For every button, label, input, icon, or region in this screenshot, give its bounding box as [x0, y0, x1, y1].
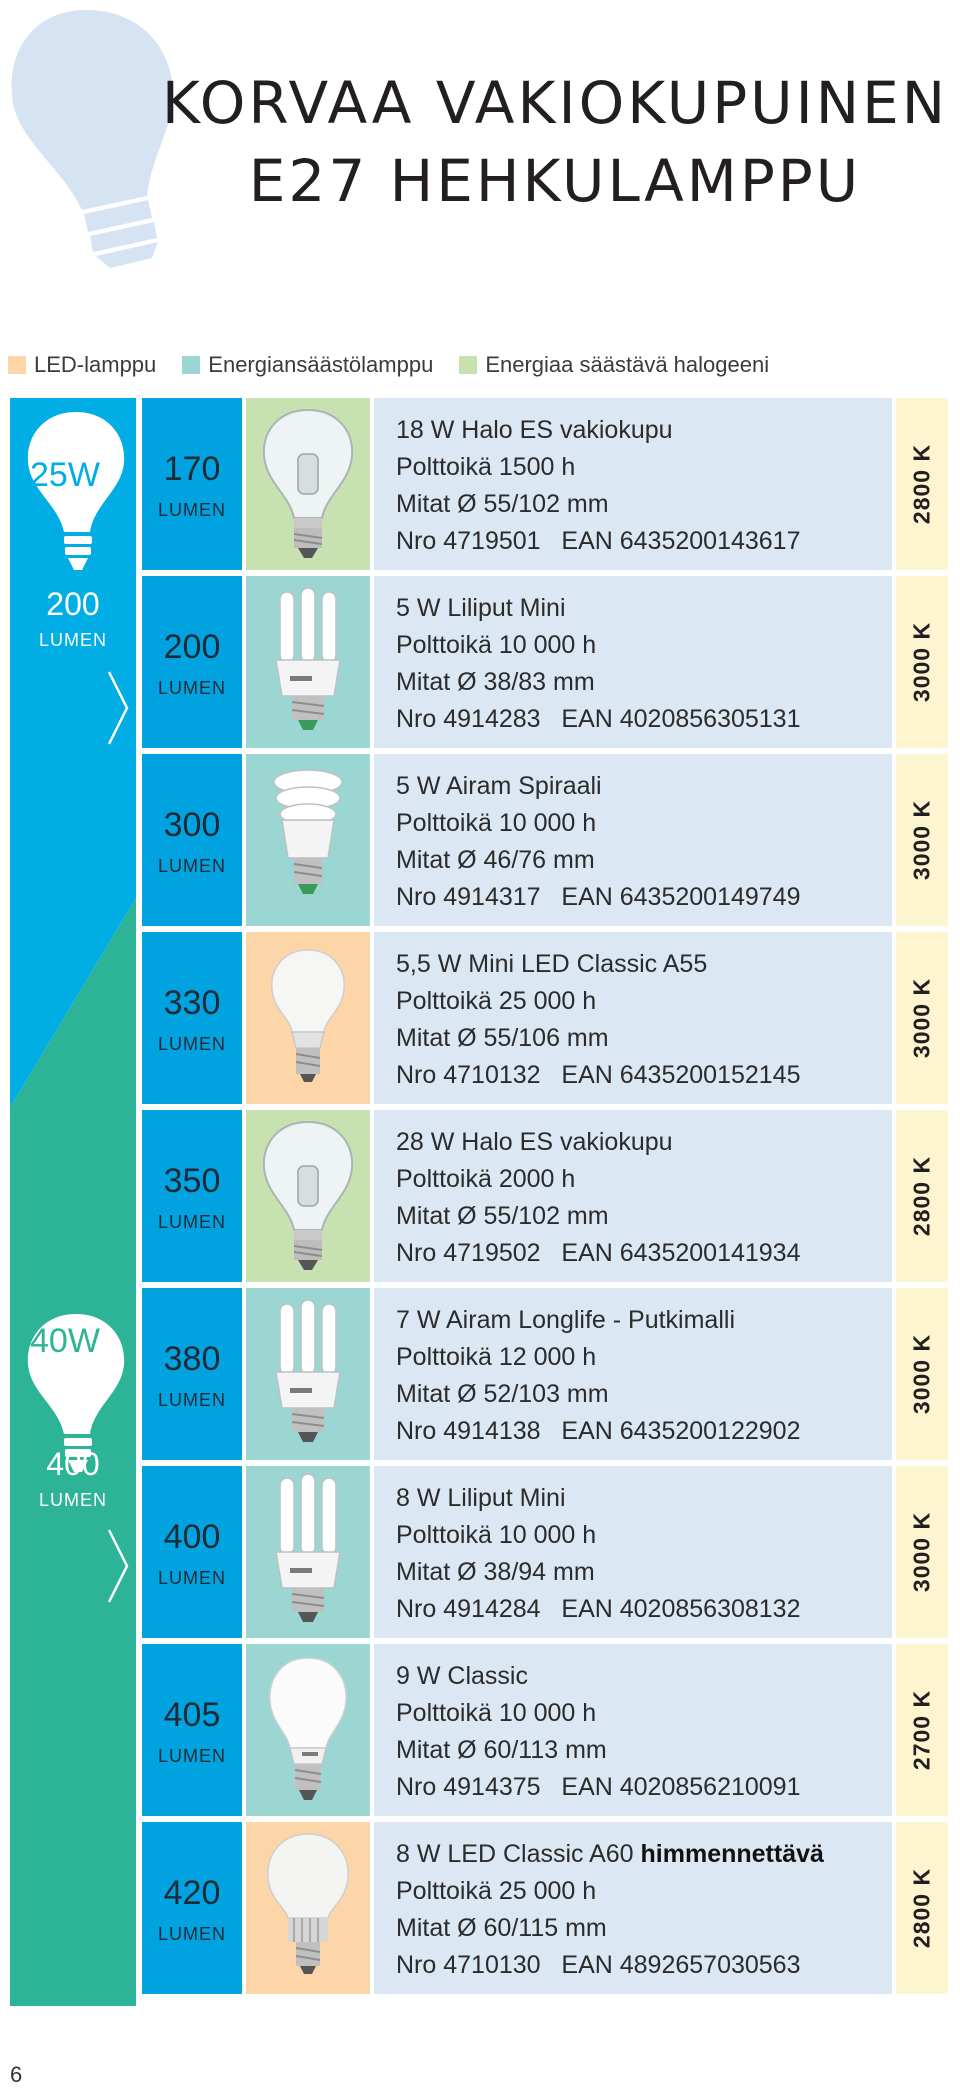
classic-cfl-bulb-icon	[246, 1644, 370, 1816]
color-temperature-cell	[896, 1288, 948, 1460]
product-codes: Nro 4719502 EAN 6435200141934	[396, 1239, 801, 1267]
product-codes: Nro 4914284 EAN 4020856308132	[396, 1595, 801, 1623]
lumen-unit: LUMEN	[157, 1212, 226, 1232]
product-row	[142, 576, 948, 748]
color-temperature: 3000 K	[908, 799, 935, 881]
color-temperature: 2700 K	[908, 1689, 935, 1771]
product-lifetime: Polttoikä 12 000 h	[396, 1343, 597, 1371]
product-info	[374, 576, 892, 748]
legend-swatch-cfl	[182, 356, 200, 374]
title-line-2: E27 HEHKULAMPPU	[248, 147, 862, 215]
product-name: 28 W Halo ES vakiokupu	[396, 1128, 673, 1156]
lumen-cell	[142, 398, 242, 570]
color-temperature-cell	[896, 1644, 948, 1816]
lumen-unit: LUMEN	[157, 500, 226, 520]
wattage-range-25w	[10, 408, 136, 748]
range-lumen-value: 400	[46, 1446, 100, 1482]
legend-swatch-halogen	[459, 356, 477, 374]
color-temperature-cell	[896, 1110, 948, 1282]
lumen-unit: LUMEN	[157, 678, 226, 698]
led-bulb-icon	[246, 932, 370, 1104]
legend-label: Energiaa säästävä halogeeni	[485, 352, 770, 377]
lumen-value: 380	[163, 1340, 221, 1378]
product-codes: Nro 4710132 EAN 6435200152145	[396, 1061, 801, 1089]
product-row	[142, 1110, 948, 1282]
spiral-bulb-icon	[246, 754, 370, 926]
color-temperature: 3000 K	[908, 621, 935, 703]
wattage-label: 40W	[30, 1322, 100, 1360]
lumen-cell	[142, 1110, 242, 1282]
color-temperature-cell	[896, 754, 948, 926]
product-dimensions: Mitat Ø 60/113 mm	[396, 1736, 607, 1764]
product-lifetime: Polttoikä 10 000 h	[396, 631, 597, 659]
product-info	[374, 932, 892, 1104]
product-row	[142, 1644, 948, 1816]
lumen-cell	[142, 1644, 242, 1816]
product-codes: Nro 4710130 EAN 4892657030563	[396, 1951, 801, 1979]
product-codes: Nro 4914317 EAN 6435200149749	[396, 883, 801, 911]
product-lifetime: Polttoikä 10 000 h	[396, 1699, 597, 1727]
product-lifetime: Polttoikä 10 000 h	[396, 809, 597, 837]
product-name: 5,5 W Mini LED Classic A55	[396, 950, 708, 978]
lumen-cell	[142, 932, 242, 1104]
product-codes: Nro 4914138 EAN 6435200122902	[396, 1417, 801, 1445]
lumen-unit: LUMEN	[157, 1390, 226, 1410]
lumen-value: 200	[163, 628, 221, 666]
legend	[8, 350, 795, 380]
product-image-cell	[246, 754, 370, 926]
product-codes: Nro 4719501 EAN 6435200143617	[396, 527, 801, 555]
product-dimensions: Mitat Ø 38/83 mm	[396, 668, 595, 696]
product-image-cell	[246, 398, 370, 570]
product-row	[142, 754, 948, 926]
cfl-tube-bulb-icon	[246, 576, 370, 748]
lumen-unit: LUMEN	[157, 1746, 226, 1766]
product-info	[374, 1110, 892, 1282]
legend-label: LED-lamppu	[34, 352, 157, 377]
product-image-cell	[246, 1110, 370, 1282]
product-dimensions: Mitat Ø 46/76 mm	[396, 846, 595, 874]
cfl-tube-bulb-icon	[246, 1288, 370, 1460]
product-dimensions: Mitat Ø 60/115 mm	[396, 1914, 607, 1942]
product-row	[142, 1288, 948, 1460]
product-codes: Nro 4914283 EAN 4020856305131	[396, 705, 801, 733]
lumen-cell	[142, 1466, 242, 1638]
product-lifetime: Polttoikä 10 000 h	[396, 1521, 597, 1549]
product-info	[374, 1822, 892, 1994]
lumen-cell	[142, 1822, 242, 1994]
product-dimensions: Mitat Ø 55/102 mm	[396, 490, 609, 518]
legend-item-led	[8, 352, 156, 378]
halogen-bulb-icon	[246, 1110, 370, 1282]
led-bulb-icon	[246, 1822, 370, 1994]
product-row	[142, 1466, 948, 1638]
product-image-cell	[246, 1644, 370, 1816]
lumen-value: 300	[163, 806, 221, 844]
product-row	[142, 1822, 948, 1994]
product-info	[374, 1466, 892, 1638]
product-row	[142, 932, 948, 1104]
product-name: 8 W Liliput Mini	[396, 1484, 566, 1512]
product-info	[374, 754, 892, 926]
color-temperature-cell	[896, 576, 948, 748]
color-temperature-cell	[896, 398, 948, 570]
lumen-value: 330	[163, 984, 221, 1022]
product-row	[142, 398, 948, 570]
wattage-label: 25W	[30, 456, 100, 494]
lumen-unit: LUMEN	[157, 1034, 226, 1054]
color-temperature-cell	[896, 1822, 948, 1994]
color-temperature: 3000 K	[908, 977, 935, 1059]
title-line-1: KORVAA VAKIOKUPUINEN	[161, 69, 949, 137]
lumen-cell	[142, 1288, 242, 1460]
product-name: 8 W LED Classic A60 himmennettävä	[396, 1840, 824, 1868]
product-dimensions: Mitat Ø 38/94 mm	[396, 1558, 595, 1586]
lumen-cell	[142, 754, 242, 926]
product-name: 18 W Halo ES vakiokupu	[396, 416, 673, 444]
legend-swatch-led	[8, 356, 26, 374]
chevron-right-icon	[106, 1528, 130, 1604]
legend-label: Energiansäästölamppu	[208, 352, 434, 377]
product-name: 5 W Airam Spiraali	[396, 772, 602, 800]
cfl-tube-bulb-icon	[246, 1466, 370, 1638]
color-temperature-cell	[896, 1466, 948, 1638]
lumen-unit: LUMEN	[157, 856, 226, 876]
product-lifetime: Polttoikä 1500 h	[396, 453, 576, 481]
color-temperature: 2800 K	[908, 1155, 935, 1237]
color-temperature-cell	[896, 932, 948, 1104]
product-dimensions: Mitat Ø 55/106 mm	[396, 1024, 609, 1052]
color-temperature: 3000 K	[908, 1333, 935, 1415]
legend-item-halogen	[459, 352, 769, 378]
product-name: 7 W Airam Longlife - Putkimalli	[396, 1306, 736, 1334]
product-codes: Nro 4914375 EAN 4020856210091	[396, 1773, 801, 1801]
product-image-cell	[246, 932, 370, 1104]
color-temperature: 2800 K	[908, 1867, 935, 1949]
legend-item-cfl	[182, 352, 433, 378]
lumen-value: 405	[163, 1696, 221, 1734]
lumen-value: 350	[163, 1162, 221, 1200]
product-info	[374, 398, 892, 570]
lumen-unit: LUMEN	[157, 1568, 226, 1588]
chevron-right-icon	[106, 670, 130, 746]
lumen-value: 170	[163, 450, 221, 488]
product-image-cell	[246, 1822, 370, 1994]
product-image-cell	[246, 1466, 370, 1638]
lumen-value: 400	[163, 1518, 221, 1556]
product-dimensions: Mitat Ø 55/102 mm	[396, 1202, 609, 1230]
product-lifetime: Polttoikä 2000 h	[396, 1165, 576, 1193]
color-temperature: 2800 K	[908, 443, 935, 525]
product-info	[374, 1644, 892, 1816]
page-number: 6	[10, 2062, 23, 2087]
range-lumen-value: 200	[46, 586, 100, 622]
page-title	[150, 64, 960, 220]
range-lumen-unit: LUMEN	[38, 1490, 107, 1510]
product-lifetime: Polttoikä 25 000 h	[396, 987, 597, 1015]
lumen-unit: LUMEN	[157, 1924, 226, 1944]
product-dimensions: Mitat Ø 52/103 mm	[396, 1380, 609, 1408]
lumen-value: 420	[163, 1874, 221, 1912]
product-highlight: himmennettävä	[640, 1840, 824, 1868]
wattage-range-40w	[10, 1310, 136, 1670]
halogen-bulb-icon	[246, 398, 370, 570]
product-lifetime: Polttoikä 25 000 h	[396, 1877, 597, 1905]
product-info	[374, 1288, 892, 1460]
hero-lightbulb-icon	[2, 0, 172, 280]
product-image-cell	[246, 576, 370, 748]
range-lumen-unit: LUMEN	[38, 630, 107, 650]
product-name: 9 W Classic	[396, 1662, 528, 1690]
product-name: 5 W Liliput Mini	[396, 594, 566, 622]
lumen-cell	[142, 576, 242, 748]
color-temperature: 3000 K	[908, 1511, 935, 1593]
product-image-cell	[246, 1288, 370, 1460]
